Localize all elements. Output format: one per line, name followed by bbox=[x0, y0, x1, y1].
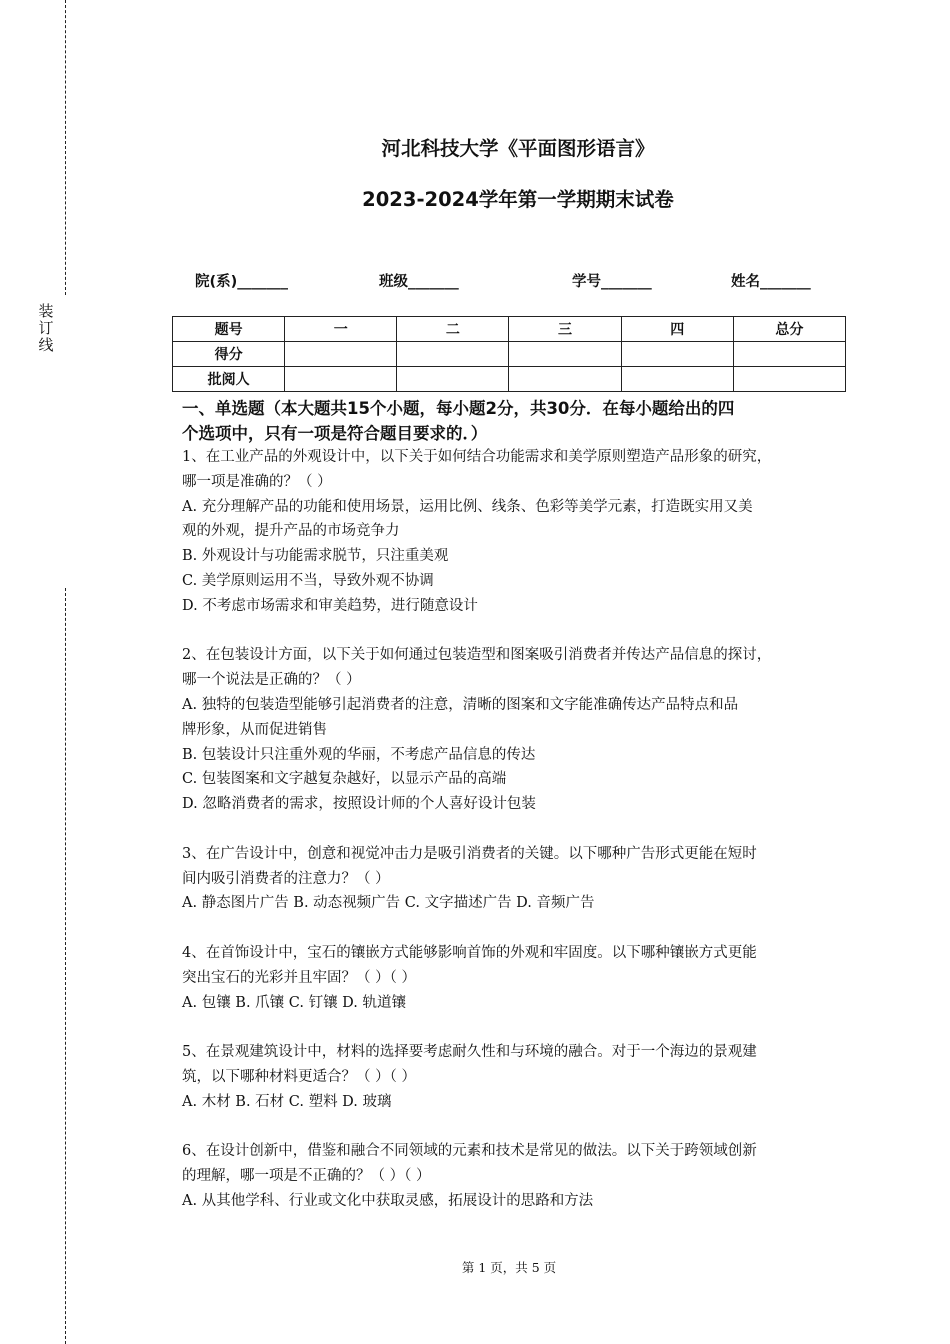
question-stem: 筑，以下哪种材料更适合？（ ）（ ） bbox=[182, 1068, 416, 1085]
row-label-cell: 得分 bbox=[173, 342, 285, 367]
score-cell[interactable] bbox=[509, 342, 621, 367]
table-header-cell: 一 bbox=[285, 317, 397, 342]
option-text: A. 木材 B. 石材 C. 塑料 D. 玻璃 bbox=[182, 1093, 392, 1110]
exam-title: 河北科技大学《平面图形语言》 bbox=[381, 137, 655, 160]
option-text: D. 不考虑市场需求和审美趋势，进行随意设计 bbox=[182, 597, 478, 614]
grader-cell[interactable] bbox=[397, 367, 509, 392]
option-text: C. 包装图案和文字越复杂越好，以显示产品的高端 bbox=[182, 771, 507, 788]
table-header-cell: 总分 bbox=[733, 317, 845, 342]
option-text: C. 美学原则运用不当，导致外观不协调 bbox=[182, 572, 434, 589]
question-stem: 间内吸引消费者的注意力？（ ） bbox=[182, 870, 390, 887]
score-table-header-row bbox=[173, 317, 846, 342]
score-cell[interactable] bbox=[621, 342, 733, 367]
score-cell[interactable] bbox=[733, 342, 845, 367]
grader-cell[interactable] bbox=[509, 367, 621, 392]
section-heading-line: 个选项中，只有一项是符合题目要求的．） bbox=[182, 424, 488, 443]
binding-line-label bbox=[38, 303, 54, 354]
option-text: B. 外观设计与功能需求脱节，只注重美观 bbox=[182, 548, 449, 565]
table-header-cell: 二 bbox=[397, 317, 509, 342]
option-text: A. 从其他学科、行业或文化中获取灵感，拓展设计的思路和方法 bbox=[182, 1192, 594, 1209]
question-stem: 1、在工业产品的外观设计中，以下关于如何结合功能需求和美学原则塑造产品形象的研究， bbox=[182, 449, 772, 465]
questions-list bbox=[182, 445, 842, 1239]
question-stem: 3、在广告设计中，创意和视觉冲击力是吸引消费者的关键。以下哪种广告形式更能在短时 bbox=[182, 845, 757, 862]
score-cell[interactable] bbox=[285, 342, 397, 367]
question-stem: 2、在包装设计方面，以下关于如何通过包装造型和图案吸引消费者并传达产品信息的探讨， bbox=[182, 647, 772, 664]
score-row bbox=[173, 342, 846, 367]
option-text: A. 包镶 B. 爪镶 C. 钉镶 D. 轨道镶 bbox=[182, 994, 407, 1011]
binding-label-char: 装 bbox=[38, 302, 54, 320]
table-header-cell: 题号 bbox=[173, 317, 285, 342]
binding-label-char: 线 bbox=[38, 336, 54, 354]
option-text: B. 包装设计只注重外观的华丽，不考虑产品信息的传达 bbox=[182, 746, 536, 763]
option-text: A. 静态图片广告 B. 动态视频广告 C. 文字描述广告 D. 音频广告 bbox=[182, 895, 595, 912]
grader-row bbox=[173, 367, 846, 392]
grader-cell[interactable] bbox=[285, 367, 397, 392]
row-label-cell: 批阅人 bbox=[173, 367, 285, 392]
question-stem: 突出宝石的光彩并且牢固？（ ）（ ） bbox=[182, 969, 416, 986]
question-item bbox=[182, 941, 842, 1015]
score-table bbox=[172, 316, 846, 392]
option-text: 观的外观，提升产品的市场竞争力 bbox=[182, 523, 400, 540]
section-heading bbox=[182, 396, 842, 446]
question-item bbox=[182, 1139, 842, 1213]
binding-label-char: 订 bbox=[38, 319, 54, 337]
class-field[interactable]: 班级_______ bbox=[379, 274, 459, 290]
exam-subtitle: 2023-2024学年第一学期期末试卷 bbox=[362, 188, 674, 211]
option-text: A. 充分理解产品的功能和使用场景，运用比例、线条、色彩等美学元素，打造既实用又美 bbox=[182, 498, 753, 515]
student-info-row bbox=[0, 270, 950, 292]
option-text: A. 独特的包装造型能够引起消费者的注意，清晰的图案和文字能准确传达产品特点和品 bbox=[182, 696, 739, 713]
name-field[interactable]: 姓名_______ bbox=[731, 274, 811, 290]
table-header-cell: 四 bbox=[621, 317, 733, 342]
question-item bbox=[182, 1040, 842, 1114]
question-item bbox=[182, 445, 842, 619]
student-id-field[interactable]: 学号_______ bbox=[572, 274, 652, 290]
question-stem: 6、在设计创新中，借鉴和融合不同领域的元素和技术是常见的做法。以下关于跨领域创新 bbox=[182, 1143, 757, 1160]
option-text: 牌形象，从而促进销售 bbox=[182, 721, 327, 738]
binding-line-bottom bbox=[65, 588, 66, 1344]
grader-cell[interactable] bbox=[733, 367, 845, 392]
question-stem: 哪一项是准确的？（ ） bbox=[182, 473, 332, 490]
section-heading-line: 一、单选题（本大题共15个小题，每小题2分，共30分．在每小题给出的四 bbox=[182, 399, 735, 418]
score-cell[interactable] bbox=[397, 342, 509, 367]
question-item bbox=[182, 842, 842, 916]
question-stem: 的理解，哪一项是不正确的？（ ）（ ） bbox=[182, 1168, 431, 1185]
grader-cell[interactable] bbox=[621, 367, 733, 392]
department-field[interactable]: 院(系)_______ bbox=[195, 274, 289, 290]
table-header-cell: 三 bbox=[509, 317, 621, 342]
question-stem: 哪一个说法是正确的？（ ） bbox=[182, 672, 361, 689]
question-item bbox=[182, 643, 842, 817]
question-stem: 4、在首饰设计中，宝石的镶嵌方式能够影响首饰的外观和牢固度。以下哪种镶嵌方式更能 bbox=[182, 944, 757, 961]
option-text: D. 忽略消费者的需求，按照设计师的个人喜好设计包装 bbox=[182, 796, 536, 813]
question-stem: 5、在景观建筑设计中，材料的选择要考虑耐久性和与环境的融合。对于一个海边的景观建 bbox=[182, 1044, 757, 1061]
page-footer: 第 1 页，共 5 页 bbox=[461, 1260, 557, 1275]
